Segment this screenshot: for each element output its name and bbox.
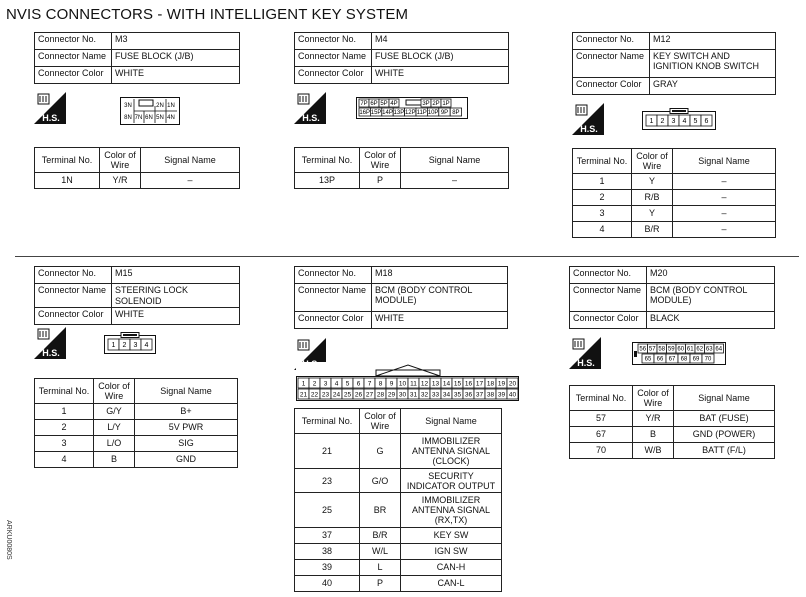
wire-color: Y — [632, 174, 673, 190]
pin-label: 5P — [380, 101, 388, 108]
label-connector-name: Connector Name — [35, 284, 112, 308]
pin-label: 24 — [332, 391, 341, 399]
connector-no-value: M15 — [112, 267, 240, 284]
terminal-no: 3 — [573, 206, 632, 222]
pin-label: 69 — [692, 356, 700, 363]
header-signal-name: Signal Name — [401, 148, 509, 173]
terminal-no: 40 — [295, 576, 360, 592]
connector-face-m4 — [356, 97, 468, 119]
terminal-no: 38 — [295, 544, 360, 560]
pin-label: 59 — [667, 346, 675, 353]
pin-label: 14P — [382, 110, 393, 117]
pin-label: 70 — [704, 356, 712, 363]
terminal-no: 4 — [35, 452, 94, 468]
hs-label: H.S. — [580, 124, 598, 134]
pin-label: 3N — [124, 103, 132, 109]
connector-no-value: M20 — [647, 267, 775, 284]
wire-color: G — [360, 434, 401, 469]
pin-label: 65 — [644, 356, 652, 363]
connector-name-value: KEY SWITCH AND IGNITION KNOB SWITCH — [650, 50, 776, 78]
signal-name: KEY SW — [401, 528, 502, 544]
pin-label: 2N — [156, 103, 164, 109]
connector-color-value: BLACK — [647, 312, 775, 329]
pin-label: 13P — [393, 110, 405, 117]
pin-label: 12 — [420, 380, 429, 388]
pin-label: 3 — [133, 342, 138, 350]
terminal-no: 4 — [573, 222, 632, 238]
wire-color: Y/R — [633, 411, 674, 427]
connector-name-value: BCM (BODY CONTROL MODULE) — [647, 284, 775, 312]
harness-side-icon — [34, 92, 66, 124]
wire-color: P — [360, 173, 401, 189]
label-connector-no: Connector No. — [573, 33, 650, 50]
table-row — [295, 528, 502, 544]
harness-side-icon — [572, 103, 604, 135]
table-row — [573, 190, 776, 206]
label-connector-name: Connector Name — [573, 50, 650, 78]
wire-color: BR — [360, 493, 401, 528]
signal-name: IGN SW — [401, 544, 502, 560]
table-row — [573, 206, 776, 222]
pin-label: 25 — [343, 391, 352, 399]
signal-name: CAN-H — [401, 560, 502, 576]
connector-name-value: BCM (BODY CONTROL MODULE) — [372, 284, 508, 312]
signal-name: – — [673, 206, 776, 222]
header-color-of-wire: Color of Wire — [633, 386, 674, 411]
wire-color: B — [633, 427, 674, 443]
connector-color-value: WHITE — [372, 312, 508, 329]
header-terminal-no: Terminal No. — [35, 148, 100, 173]
pin-label: 63 — [705, 346, 713, 353]
pin-label: 27 — [365, 391, 374, 399]
table-row — [295, 173, 509, 189]
terminal-no: 39 — [295, 560, 360, 576]
pin-label: 14 — [442, 380, 451, 388]
pin-table-m20 — [569, 385, 775, 459]
connector-name-value: STEERING LOCK SOLENOID — [112, 284, 240, 308]
connector-color-value: GRAY — [650, 78, 776, 95]
pin-label: 2 — [312, 380, 317, 388]
pin-label: 19 — [497, 380, 506, 388]
pin-label: 1P — [442, 101, 450, 108]
terminal-no: 70 — [570, 443, 633, 459]
table-row — [570, 427, 775, 443]
terminal-no: 1 — [35, 404, 94, 420]
pin-label: 64 — [715, 346, 723, 353]
terminal-no: 2 — [35, 420, 94, 436]
pin-label: 66 — [656, 356, 664, 363]
header-color-of-wire: Color of Wire — [632, 149, 673, 174]
pin-label: 40 — [508, 391, 517, 399]
signal-name: – — [673, 174, 776, 190]
pin-label: 11P — [416, 110, 427, 117]
connector-info-m20 — [569, 266, 775, 329]
terminal-no: 21 — [295, 434, 360, 469]
pin-label: 10 — [398, 380, 407, 388]
pin-label: 6 — [704, 118, 709, 126]
table-row — [35, 452, 238, 468]
hs-label: H.S. — [302, 113, 320, 123]
pin-label: 18 — [486, 380, 495, 388]
signal-name: B+ — [135, 404, 238, 420]
pin-label: 35 — [453, 391, 462, 399]
table-row — [570, 443, 775, 459]
table-row — [295, 560, 502, 576]
pin-label: 15 — [453, 380, 462, 388]
section-divider — [15, 256, 799, 257]
signal-name: – — [141, 173, 240, 189]
signal-name: – — [401, 173, 509, 189]
pin-label: 3P — [422, 101, 430, 108]
label-connector-color: Connector Color — [35, 308, 112, 325]
pin-table-m18 — [294, 408, 502, 592]
hs-label: H.S. — [577, 358, 595, 368]
connector-color-value: WHITE — [372, 67, 509, 84]
connector-color-value: WHITE — [112, 308, 240, 325]
pin-label: 7 — [367, 380, 372, 388]
signal-name: IMMOBILIZER ANTENNA SIGNAL (CLOCK) — [401, 434, 502, 469]
wire-color: R/B — [632, 190, 673, 206]
signal-name: BATT (F/L) — [674, 443, 775, 459]
signal-name: GND (POWER) — [674, 427, 775, 443]
pin-label: 31 — [409, 391, 418, 399]
pin-label: 9 — [389, 380, 394, 388]
terminal-no: 23 — [295, 469, 360, 493]
signal-name: BAT (FUSE) — [674, 411, 775, 427]
pin-label: 1 — [649, 118, 654, 126]
connector-face-m3 — [120, 97, 180, 125]
pin-label: 12P — [404, 110, 416, 117]
connector-no-value: M18 — [372, 267, 508, 284]
header-terminal-no: Terminal No. — [35, 379, 94, 404]
header-color-of-wire: Color of Wire — [100, 148, 141, 173]
pin-label: 6 — [356, 380, 361, 388]
terminal-no: 25 — [295, 493, 360, 528]
pin-label: 62 — [696, 346, 704, 353]
pin-label: 34 — [442, 391, 451, 399]
wire-color: B/R — [632, 222, 673, 238]
pin-label: 4N — [167, 115, 175, 121]
table-row — [295, 469, 502, 493]
table-row — [35, 404, 238, 420]
label-connector-no: Connector No. — [295, 267, 372, 284]
pin-table-m3 — [34, 147, 240, 189]
pin-label: 16P — [359, 110, 371, 117]
header-terminal-no: Terminal No. — [295, 148, 360, 173]
connector-info-m12 — [572, 32, 776, 95]
connector-face-m20 — [632, 342, 726, 366]
pin-label: 33 — [431, 391, 440, 399]
table-row — [573, 174, 776, 190]
pin-label: 17 — [475, 380, 484, 388]
wire-color: L/Y — [94, 420, 135, 436]
pin-label: 8 — [378, 380, 383, 388]
header-signal-name: Signal Name — [673, 149, 776, 174]
pin-label: 32 — [420, 391, 429, 399]
pin-label: 5 — [693, 118, 698, 126]
signal-name: – — [673, 190, 776, 206]
header-terminal-no: Terminal No. — [295, 409, 360, 434]
pin-label: 36 — [464, 391, 473, 399]
label-connector-name: Connector Name — [295, 284, 372, 312]
terminal-no: 1N — [35, 173, 100, 189]
document-code: ARKU0080S — [5, 520, 12, 560]
pin-label: 4 — [144, 342, 149, 350]
pin-label: 61 — [686, 346, 694, 353]
terminal-no: 37 — [295, 528, 360, 544]
pin-label: 10P — [427, 110, 439, 117]
terminal-no: 1 — [573, 174, 632, 190]
pin-label: 2 — [122, 342, 127, 350]
connector-info-m3 — [34, 32, 240, 84]
wire-color: G/O — [360, 469, 401, 493]
harness-side-icon — [294, 92, 326, 124]
pin-label: 8P — [452, 110, 460, 117]
pin-label: 11 — [410, 380, 417, 388]
pin-label: 39 — [497, 391, 506, 399]
pin-label: 60 — [677, 346, 685, 353]
pin-label: 5N — [156, 115, 164, 121]
connector-info-m4 — [294, 32, 509, 84]
pin-label: 38 — [486, 391, 495, 399]
signal-name: IMMOBILIZER ANTENNA SIGNAL (RX,TX) — [401, 493, 502, 528]
label-connector-no: Connector No. — [570, 267, 647, 284]
pin-label: 4 — [334, 380, 339, 388]
label-connector-color: Connector Color — [295, 312, 372, 329]
connector-name-value: FUSE BLOCK (J/B) — [112, 50, 240, 67]
pin-label: 23 — [321, 391, 330, 399]
pin-label: 7N — [134, 115, 143, 121]
signal-name: SECURITY INDICATOR OUTPUT — [401, 469, 502, 493]
table-row — [573, 222, 776, 238]
pin-label: 3 — [671, 118, 676, 126]
table-row — [295, 434, 502, 469]
connector-face-m15 — [104, 332, 156, 354]
label-connector-no: Connector No. — [35, 267, 112, 284]
terminal-no: 67 — [570, 427, 633, 443]
signal-name: 5V PWR — [135, 420, 238, 436]
table-row — [35, 436, 238, 452]
pin-label: 6N — [145, 115, 153, 121]
label-connector-no: Connector No. — [295, 33, 372, 50]
pin-table-m4 — [294, 147, 509, 189]
pin-label: 5 — [345, 380, 350, 388]
table-row — [295, 493, 502, 528]
pin-label: 4 — [682, 118, 687, 126]
wire-color: Y/R — [100, 173, 141, 189]
terminal-no: 3 — [35, 436, 94, 452]
header-terminal-no: Terminal No. — [573, 149, 632, 174]
terminal-no: 2 — [573, 190, 632, 206]
pin-label: 26 — [354, 391, 363, 399]
label-connector-color: Connector Color — [35, 67, 112, 84]
terminal-no: 57 — [570, 411, 633, 427]
wire-color: W/L — [360, 544, 401, 560]
pin-label: 29 — [387, 391, 396, 399]
wire-color: L — [360, 560, 401, 576]
header-color-of-wire: Color of Wire — [360, 148, 401, 173]
header-signal-name: Signal Name — [141, 148, 240, 173]
pin-label: 15P — [370, 110, 382, 117]
wire-color: B — [94, 452, 135, 468]
connector-no-value: M3 — [112, 33, 240, 50]
header-color-of-wire: Color of Wire — [360, 409, 401, 434]
label-connector-no: Connector No. — [35, 33, 112, 50]
pin-label: 67 — [668, 356, 676, 363]
hs-label: H.S. — [42, 113, 60, 123]
pin-label: 2 — [660, 118, 665, 126]
wire-color: G/Y — [94, 404, 135, 420]
harness-side-icon — [34, 327, 66, 359]
table-row — [35, 173, 240, 189]
label-connector-name: Connector Name — [570, 284, 647, 312]
page-title: NVIS CONNECTORS - WITH INTELLIGENT KEY SYSTEM — [6, 6, 409, 23]
label-connector-name: Connector Name — [35, 50, 112, 67]
pin-label: 56 — [639, 346, 647, 353]
pin-label: 6P — [370, 101, 378, 108]
pin-table-m12 — [572, 148, 776, 238]
pin-label: 9P — [440, 110, 449, 117]
hs-label: H.S. — [42, 348, 60, 358]
connector-info-m18 — [294, 266, 508, 329]
connector-face-m18 — [296, 362, 520, 402]
connector-info-m15 — [34, 266, 240, 325]
signal-name: GND — [135, 452, 238, 468]
pin-label: 28 — [376, 391, 385, 399]
table-row — [295, 576, 502, 592]
pin-label: 2P — [432, 101, 440, 108]
pin-label: 57 — [648, 346, 656, 353]
pin-label: 20 — [508, 380, 517, 388]
pin-label: 68 — [680, 356, 688, 363]
connector-no-value: M12 — [650, 33, 776, 50]
wire-color: L/O — [94, 436, 135, 452]
pin-label: 21 — [299, 391, 308, 399]
pin-label: 1 — [301, 380, 306, 388]
wire-color: P — [360, 576, 401, 592]
connector-no-value: M4 — [372, 33, 509, 50]
label-connector-color: Connector Color — [295, 67, 372, 84]
connector-color-value: WHITE — [112, 67, 240, 84]
harness-side-icon — [569, 337, 601, 369]
pin-label: 13 — [431, 380, 440, 388]
connector-name-value: FUSE BLOCK (J/B) — [372, 50, 509, 67]
pin-table-m15 — [34, 378, 238, 468]
header-signal-name: Signal Name — [135, 379, 238, 404]
pin-label: 1N — [167, 103, 175, 109]
connector-face-m12 — [642, 108, 716, 130]
pin-label: 7P — [360, 101, 368, 108]
header-signal-name: Signal Name — [674, 386, 775, 411]
pin-label: 58 — [658, 346, 666, 353]
pin-label: 30 — [398, 391, 407, 399]
signal-name: SIG — [135, 436, 238, 452]
pin-label: 37 — [475, 391, 484, 399]
header-color-of-wire: Color of Wire — [94, 379, 135, 404]
hs-label: H.S. — [302, 359, 320, 369]
pin-label: 4P — [390, 101, 398, 108]
pin-label: 1 — [111, 342, 116, 350]
table-row — [295, 544, 502, 560]
signal-name: CAN-L — [401, 576, 502, 592]
wire-color: B/R — [360, 528, 401, 544]
label-connector-color: Connector Color — [573, 78, 650, 95]
pin-label: 16 — [464, 380, 473, 388]
wire-color: Y — [632, 206, 673, 222]
pin-label: 3 — [323, 380, 328, 388]
label-connector-color: Connector Color — [570, 312, 647, 329]
terminal-no: 13P — [295, 173, 360, 189]
header-terminal-no: Terminal No. — [570, 386, 633, 411]
wire-color: W/B — [633, 443, 674, 459]
table-row — [570, 411, 775, 427]
pin-label: 22 — [310, 391, 319, 399]
table-row — [35, 420, 238, 436]
signal-name: – — [673, 222, 776, 238]
label-connector-name: Connector Name — [295, 50, 372, 67]
header-signal-name: Signal Name — [401, 409, 502, 434]
pin-label: 8N — [124, 115, 132, 121]
